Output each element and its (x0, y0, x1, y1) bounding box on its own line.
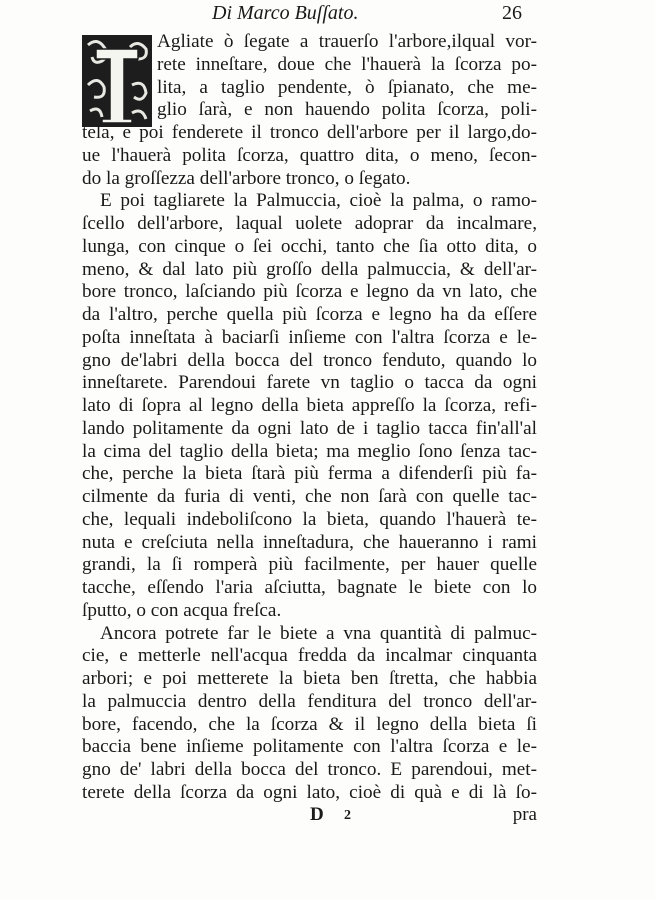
running-title: Di Marco Buſſato. (212, 2, 359, 24)
text-line: E poi tagliarete la Palmuccia, cioè la palma, o ramo- (100, 190, 537, 212)
text-line: glio ſarà, e non hauendo polita ſcorza, poli- (157, 99, 537, 121)
text-line: che, lequali indeboliſcono la bieta, quando l'hauerà te- (82, 508, 537, 530)
text-line: lita, a taglio pendente, ò ſpianato, che me- (157, 76, 537, 98)
text-line: cilmente da furia di venti, che non ſarà con quelle tac- (82, 486, 537, 507)
text-line: meno, & dal lato più groſſo della palmuccia, & dell'ar- (82, 258, 537, 280)
text-line: bore, facendo, che la ſcorza & il legno della bieta ſi (82, 713, 537, 735)
text-line: baccia bene inſieme politamente con l'altra ſcorza e le- (82, 736, 537, 758)
text-line: ue l'hauerà polita ſcorza, quattro dita, o meno, ſecon- (82, 144, 537, 166)
text-line: lato di ſopra al legno della bieta appreſſo la ſcorza, refi- (82, 395, 537, 416)
text-line: gno de' labri della bocca del tronco. E parendoui, met- (82, 759, 537, 780)
text-line: inneſtarete. Parendoui farete vn taglio o tacca da ogni (82, 372, 537, 394)
text-line: rete inneſtare, doue che l'hauerà la ſcorza po- (157, 53, 537, 75)
text-line: la cima del taglio della bieta; ma meglio ſono ſenza tac- (82, 440, 537, 462)
running-header (212, 2, 522, 28)
text-line: nuta e creſciuta nella inneſtadura, che haueranno i rami (82, 531, 537, 553)
text-line: poſta inneſtata à baciarſi inſieme con l'altra ſcorza e le- (82, 326, 537, 348)
signature-mark: D (310, 804, 324, 825)
text-line: Ancora potrete far le biete a vna quantità di palmuc- (100, 622, 537, 644)
text-line: do la groſſezza dell'arbore tronco, o ſegato. (82, 167, 411, 189)
page-footer (82, 804, 537, 830)
text-line: terete della ſcorza da ogni lato, cioè di quà e di là ſo- (82, 781, 537, 803)
text-line: tacche, eſſendo l'aria aſciutta, bagnate le biete con lo (82, 577, 537, 598)
text-line: ſputto, o con acqua freſca. (82, 599, 282, 621)
text-line: ſcello dell'arbore, laqual uolete adoprar da incalmare, (82, 213, 537, 234)
text-line: grandi, la ſi romperà più facilmente, per hauer quelle (82, 554, 537, 576)
catchword: pra (512, 804, 537, 825)
page-number: 26 (502, 2, 522, 24)
text-line: arbori; e poi metterete la bieta ben ſtretta, che habbia (82, 668, 537, 689)
signature-number: 2 (344, 808, 351, 823)
text-line: Agliate ò ſegate a trauerſo l'arbore,ilqual vor- (157, 31, 537, 52)
page-body-text (82, 31, 537, 805)
text-line: gno de'labri della bocca del tronco fenduto, quando lo (82, 349, 537, 371)
text-line: cie, e metterle nell'acqua fredda da incalmar cinquanta (82, 645, 537, 667)
text-line: lando politamente da ogni lato de i taglio tacca fin'all'al (82, 417, 537, 439)
text-line: che, perche la bieta ſtarà più ferma a difenderſi più fa- (82, 463, 537, 485)
text-line: da l'altro, perche quella più ſcorza e legno ha da eſſere (82, 304, 537, 325)
text-line: la palmuccia dentro della fenditura del tronco dell'ar- (82, 690, 537, 712)
text-line: bore tronco, laſciando più ſcorza e legno da vn lato, che (82, 281, 537, 303)
text-line: lunga, con cinque o ſei occhi, tanto che ſia otto dita, o (82, 235, 537, 257)
text-line: tela, e poi fenderete il tronco dell'arbore per il largo,do- (82, 122, 537, 143)
